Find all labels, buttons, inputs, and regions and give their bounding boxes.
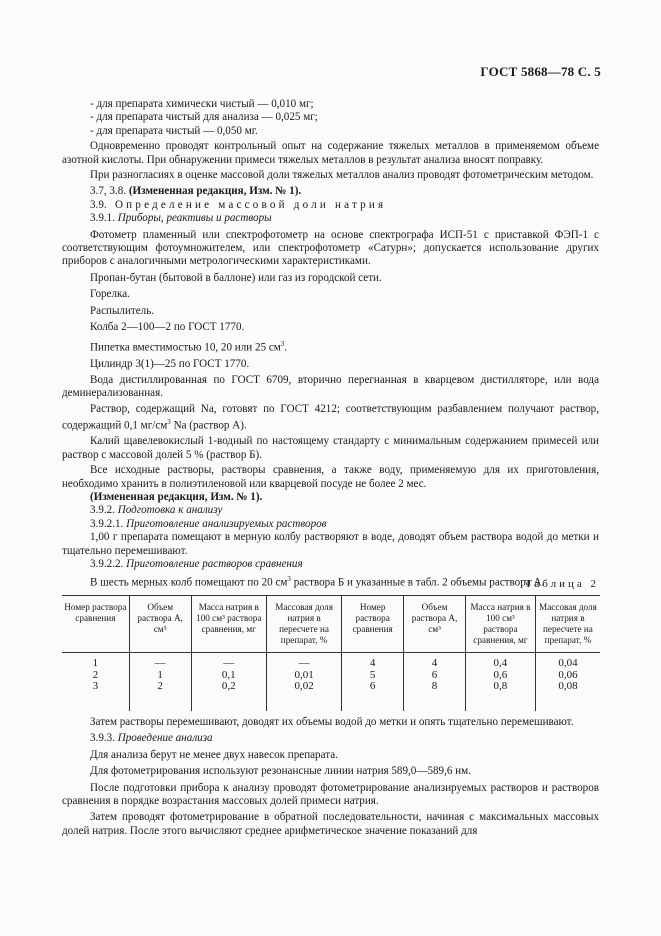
list-item: - для препарата чистый для анализа — 0,025 мг;: [90, 111, 318, 124]
paragraph: Для анализа берут не менее двух навесок препарата.: [90, 748, 338, 761]
table-cell: 0,01: [266, 670, 341, 682]
subsection-heading: [62, 732, 599, 745]
table-row: [62, 653, 600, 670]
subsection-heading: [62, 212, 599, 225]
table-cell: 0,8: [465, 681, 535, 693]
table-header-row: [62, 596, 600, 653]
table-cell: 0,2: [191, 681, 266, 693]
table-cell: 0,1: [191, 670, 266, 682]
subsection-title: Приготовление анализируемых растворов: [126, 517, 327, 530]
paragraph: 1,00 г препарата помещают в мерную колбу растворяют в воде, доводят объем раствора водой до метки и тщательно перемешивают.: [62, 531, 599, 557]
list-item: - для препарата чистый — 0,050 мг.: [90, 124, 258, 137]
superscript: 3: [280, 339, 285, 348]
text-run: Na (раствор А).: [170, 419, 247, 432]
clause-number: 3.9.2.2.: [90, 557, 124, 570]
text-run: Пипетка вместимостью 10, 20 или 25 см: [90, 341, 281, 354]
table-row: [62, 681, 600, 693]
table-cell: 2: [92, 668, 99, 681]
table-cell: 5: [342, 670, 404, 682]
column-header: Массовая доля натрия в пересчете на препарат, %: [266, 596, 341, 653]
table-cell: 2: [129, 681, 191, 693]
list-item: - для препарата химически чистый — 0,010 мг;: [90, 98, 314, 110]
body-text: [62, 98, 599, 590]
table-cell: 0,08: [535, 681, 600, 693]
table-cell: —: [129, 653, 191, 670]
table-cell: 0,02: [266, 681, 341, 693]
paragraph: Колба 2—100—2 по ГОСТ 1770.: [90, 321, 245, 334]
text-run: Раствор, содержащий Na, готовят по ГОСТ 4212; соответствующим разбавлением получают раствор, содержащий 0,1 мг/см: [62, 402, 599, 432]
clause-number: 3.9.2.1.: [90, 517, 124, 530]
paragraph: [62, 338, 599, 355]
column-header: Массовая доля натрия в пересчете на препарат, %: [535, 596, 600, 653]
clause-number: 3.7, 3.8.: [90, 185, 127, 198]
paragraph: После подготовки прибора к анализу проводят фотометрирование анализируемых растворов и растворов сравнения в порядке возрастания массовых долей примеси натрия.: [62, 781, 599, 808]
table-cell: 6: [404, 670, 466, 682]
amendment-bold: (Измененная редакция, Изм. № 1).: [128, 185, 302, 198]
subsection-heading: [62, 518, 599, 531]
table-cell: 0,6: [465, 670, 535, 682]
column-header: Объем раствора А, см³: [129, 596, 191, 653]
subsection-heading: [62, 558, 599, 571]
table-cell: 4: [404, 653, 466, 670]
table-cell: 0,06: [535, 670, 600, 682]
table-cell: —: [266, 653, 341, 670]
table-cell: 1: [92, 657, 99, 669]
paragraph: Для фотометрирования используют резонансные линии натрия 589,0—589,6 нм.: [90, 765, 471, 778]
paragraph: Пропан-бутан (бытовой в баллоне) или газ из городской сети.: [90, 271, 382, 284]
paragraph: Все исходные растворы, растворы сравнения, а также воду, применяемую для их приготовления, необходимо хранить в полиэтиленовой или кварцевой посуде не более 2 мес.: [62, 464, 599, 490]
paragraph: Одновременно проводят контрольный опыт на содержание тяжелых металлов в применяемом объеме азотной кислоты. При обнаружении примеси тяжелых металлов в результат анализа вносят поправку.: [62, 140, 599, 166]
clause-number: 3.9.2.: [90, 504, 115, 517]
table-2: [62, 595, 600, 711]
table-cell: 3: [92, 680, 99, 693]
paragraph: Калий щавелевокислый 1-водный по настоящему стандарту с минимальным содержанием примесей или раствор с массовой долей 5 % (раствор Б).: [62, 435, 599, 461]
clause-number: 3.9.: [90, 198, 107, 211]
table-row: [62, 670, 600, 682]
table-cell: —: [191, 653, 266, 670]
column-header: Масса натрия в 100 см³ раствора сравнения, мг: [465, 596, 535, 653]
table-spacer-row: [62, 693, 600, 711]
clause-number: 3.9.1.: [90, 212, 115, 225]
clause-number: 3.9.3.: [90, 732, 115, 745]
table-cell: 8: [404, 681, 466, 693]
paragraph: Цилиндр 3(1)—25 по ГОСТ 1770.: [90, 357, 250, 370]
subsection-title: Приготовление растворов сравнения: [126, 557, 303, 570]
text-run: .: [284, 341, 288, 354]
paragraph: При разногласиях в оценке массовой доли тяжелых металлов анализ проводят фотометрическим методом.: [90, 169, 594, 182]
paragraph: Фотометр пламенный или спектрофотометр на основе спектрографа ИСП-51 с приставкой ФЭП-1 с соответствующим фотоумножителем, или спектрофотометр «Сатурн»; допускается использование других приборов с аналогичными метрологическими характеристиками.: [62, 228, 599, 268]
table-cell: 0,4: [465, 653, 535, 670]
subsection-title: Приборы, реактивы и растворы: [117, 212, 272, 225]
section-heading: [62, 199, 599, 212]
paragraph: Вода дистиллированная по ГОСТ 6709, вторично перегнанная в кварцевом дистилляторе, или вода деминерализованная.: [62, 374, 599, 400]
subsection-title: Подготовка к анализу: [117, 504, 223, 517]
paragraph: Горелка.: [90, 288, 130, 301]
section-title: Определение массовой доли натрия: [114, 198, 387, 211]
paragraph: Затем растворы перемешивают, доводят их объемы водой до метки и опять тщательно перемешивают.: [90, 716, 574, 728]
paragraph: [62, 403, 599, 434]
amendment-note: [62, 185, 599, 198]
table-cell: 0,04: [535, 653, 600, 670]
table-title: Таблица 2: [524, 578, 599, 590]
subsection-title: Проведение анализа: [117, 732, 213, 745]
column-header: Номер раствора сравнения: [342, 596, 404, 653]
column-header: Масса натрия в 100 см³ раствора сравнения, мг: [191, 596, 266, 653]
paragraph: Распылитель.: [90, 304, 155, 317]
table-cell: 1: [129, 670, 191, 682]
text-run: В шесть мерных колб помещают по 20 см: [90, 577, 288, 590]
column-header: Объем раствора А, см³: [404, 596, 466, 653]
table-cell: 4: [342, 653, 404, 670]
paragraph: [62, 573, 599, 590]
superscript: 3: [287, 575, 291, 584]
page-header: ГОСТ 5868—78 С. 5: [480, 64, 601, 79]
paragraph: Затем проводят фотометрирование в обратной последовательности, начиная с максимальных массовых долей натрия. После этого вычисляют среднее арифметическое значение показаний для: [62, 811, 599, 837]
superscript: 3: [167, 418, 171, 427]
text-run: раствора Б и указанные в табл. 2 объемы раствора А.: [290, 577, 545, 590]
body-text-after-table: [62, 716, 599, 838]
column-header: Номер раствора сравнения: [64, 602, 127, 623]
subsection-heading: [62, 504, 599, 517]
amendment-bold: (Измененная редакция, Изм. № 1).: [90, 490, 263, 503]
table-cell: 6: [342, 681, 404, 693]
